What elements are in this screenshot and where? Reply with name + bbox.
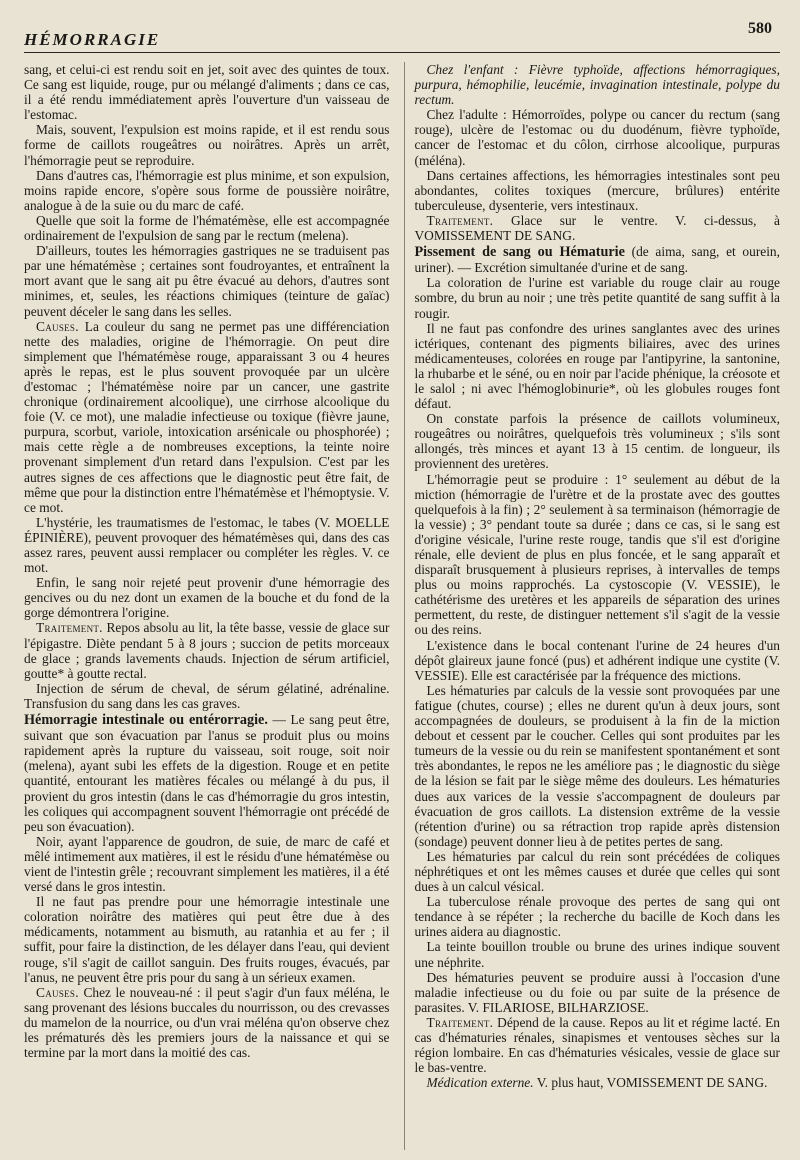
paragraph-text: V. plus haut, VOMISSEMENT DE SANG. [536, 1075, 768, 1091]
page-number: 580 [748, 20, 772, 37]
paragraph [24, 319, 390, 515]
running-title: HÉMORRAGIE [24, 30, 161, 49]
paragraph-text: — Le sang peut être, suivant que son évacuation par l'anus se produit plus ou moins rapidement après la rupture du vaisseau, soit rouge, soit noir (melena), ayant subi les effets de la digestion. Rouge et en petite quantité, entourant les matières fécales ou mélangé à du pus, il provient du gros intestin (dans le cas d'hémorragie du gros intestin, les coliques qui accompagnent souvent l'hémorragie ont précédé de peu son évacuation). [24, 712, 390, 834]
paragraph [415, 213, 781, 243]
paragraph [24, 985, 390, 1060]
paragraph-text: (de aima, sang, et ourein, uriner). — Excrétion simultanée d'urine et de sang. [414, 244, 780, 276]
paragraph [415, 1075, 781, 1090]
paragraph: La coloration de l'urine est variable du rouge clair au rouge sombre, du brun au noir ; une très petite quantité de sang suffit à la rougir. [414, 275, 780, 321]
entry [24, 712, 390, 834]
paragraph: Chez l'enfant : Fièvre typhoïde, affections hémorragiques, purpura, hémophilie, leucémie, invagination intestinale, polype du rectum. [414, 62, 780, 108]
entry-headword: Hémorragie intestinale ou entérorragie. [24, 712, 268, 729]
paragraph-text: La couleur du sang ne permet pas une différenciation nette des maladies, origine de l'hémorragie. On peut dire simplement que l'hématémèse rouge, apparaissant 3 ou 4 heures après le repas, est le plus souvent provoquée par un ulcère d'estomac ; l'hématémèse noire par un cancer, une gastrite chronique (ordinairement alcoolique), une cirrhose alcoolique du foie (V. ce mot), une maladie infectieuse ou toxique (fièvre jaune, purpura, scorbut, variole, intoxication arsénicale ou phosphorée) ; mais cette règle a de nombreuses exceptions, la teinte noire provenant simplement d'un retard dans l'expulsion. C'est par les autres signes de ces affections que le diagnostic peut être fait, de même que pour la distinction entre l'hématémèse et l'hémoptysie. V. ce mot. [24, 318, 390, 515]
right-column [404, 62, 781, 1150]
header-rule [24, 52, 780, 53]
paragraph: Quelle que soit la forme de l'hématémèse, elle est accompagnée ordinairement de l'expulsion de sang par le rectum (melena). [24, 212, 390, 244]
paragraph [24, 620, 390, 680]
section-label: Traitement. [426, 212, 494, 228]
paragraph: Noir, ayant l'apparence de goudron, de suie, de marc de café et mêlé intimement aux matières, il est le résidu d'une hématémèse ou vient de l'intestin grêle ; recouvrant simplement les matières, il a été versé dans le gros intestin. [24, 833, 390, 895]
paragraph: Il ne faut pas prendre pour une hémorragie intestinale une coloration noirâtre des matières qui peut être due à des médicaments, notamment au bismuth, au ratanhia et au fer ; il suffit, pour faire la distinction, de les délayer dans l'eau, qui devient rouge, s'il s'agit de caillot sanguin. Des fruits rouges, évacués, par l'anus, ne peuvent être pris pour du sang à un sérieux examen. [24, 894, 390, 985]
paragraph: Chez l'adulte : Hémorroïdes, polype ou cancer du rectum (sang rouge), ulcère de l'estomac ou du duodénum, fièvre typhoïde, cancer de l'estomac et du côlon, cirrhose alcoolique, purpuras (méléna). [414, 107, 780, 168]
paragraph-text: Repos absolu au lit, la tête basse, vessie de glace sur l'épigastre. Diète pendant 5 à 8 jours ; succion de petits morceaux de glace ; grands lavements chauds. Injection de sérum artificiel, goutte* à goutte rectal. [24, 620, 390, 681]
paragraph [415, 1015, 781, 1075]
paragraph: On constate parfois la présence de caillots volumineux, rougeâtres ou noirâtres, quelquefois très volumineux ; s'ils sont allongés, très minces et ayant 13 à 15 centim. de longueur, ils proviennent des uretères. [414, 411, 780, 472]
paragraph: Les hématuries par calculs de la vessie sont provoquées par une fatigue (chutes, course) ; elles ne durent qu'un à deux jours, sont accompagnées de douleurs, se produisent à la fin de la miction debout et cessent par le coucher. Celles qui sont produites par les tumeurs de la vessie ou du rein se manifestent spontanément et sont très abondantes, le repos ne les améliore pas ; le diagnostic du siège de la lésion se fait par le siège même des douleurs. Les hématuries dues aux varices de la vessie s'accompagnent de douleurs par évacuation de gros caillots. La distension extrême de la vessie (rétention d'urine) ou sa rétraction trop rapide après distension (sondage) peuvent donner lieu à de petites pertes de sang. [414, 682, 780, 849]
paragraph: Les hématuries par calcul du rein sont précédées de coliques néphrétiques et ont les mêmes causes et durée que celles qui sont dues à un calcul vésical. [414, 848, 780, 895]
paragraph: Des hématuries peuvent se produire aussi à l'occasion d'une maladie infectieuse ou du foie ou par suite de la présence de parasites. V. FILARIOSE, BILHARZIOSE. [414, 969, 780, 1015]
section-label: Traitement. [426, 1014, 494, 1030]
entry [415, 244, 781, 275]
paragraph: Dans d'autres cas, l'hémorragie est plus minime, et son expulsion, moins rapide encore, s'opère sous forme de poussière noirâtre, analogue à de la suie ou du marc de café. [24, 167, 390, 213]
paragraph: sang, et celui-ci est rendu soit en jet, soit avec des quintes de toux. Ce sang est liquide, rouge, pur ou mélangé d'aliments ; dans ce cas, il a été rendu immédiatement après l'ouverture d'un vaisseau de l'estomac. [24, 62, 390, 123]
paragraph: D'ailleurs, toutes les hémorragies gastriques ne se traduisent pas par une hématémèse ; certaines sont foudroyantes, et entraînent la mort avant que le sang ait pu être évacué au dehors, d'autres sont minimes, et, seules, les réactions chimiques (teinture de gaïac) peuvent déceler le sang dans les selles. [24, 243, 390, 319]
paragraph: La tuberculose rénale provoque des pertes de sang qui ont tendance à se répéter ; la recherche du bacille de Koch dans les urines aidera au diagnostic. [414, 894, 780, 940]
text-columns [24, 62, 780, 1150]
entry-headword: Pissement de sang ou Hématurie [414, 244, 625, 261]
section-label: Médication externe. [426, 1075, 534, 1091]
paragraph-text: Dépend de la cause. Repos au lit et régime lacté. En cas d'hématuries rénales, sinapismes et ventouses sèches sur la région lombaire. En cas d'hématuries vésicales, vessie de glace sur le bas-ventre. [414, 1014, 780, 1076]
paragraph: La teinte bouillon trouble ou brune des urines indique souvent une néphrite. [414, 939, 780, 970]
section-label: Causes. [36, 318, 79, 334]
left-column [24, 62, 390, 1150]
paragraph: Mais, souvent, l'expulsion est moins rapide, et il est rendu sous forme de caillots rougeâtres ou noirâtres. Après un arrêt, l'hémorragie peut se reproduire. [24, 122, 390, 168]
paragraph-text: Glace sur le ventre. V. ci-dessus, à VOMISSEMENT DE SANG. [414, 212, 780, 244]
paragraph: Injection de sérum de cheval, de sérum gélatiné, adrénaline. Transfusion du sang dans les cas graves. [24, 680, 390, 711]
paragraph: L'existence dans le bocal contenant l'urine de 24 heures d'un dépôt glaireux jaune foncé (pus) et adhérent indique une cystite (V. VESSIE). Elle est caractérisée par la fréquence des mictions. [414, 637, 780, 683]
section-label: Causes. [36, 984, 79, 1000]
section-label: Traitement. [36, 620, 103, 636]
paragraph: L'hémorragie peut se produire : 1° seulement au début de la miction (hémorragie de l'urètre et de la prostate avec des gouttes quelquefois à la fin) ; 2° seulement à sa terminaison (hémorragie de la vessie) ; 3° pendant toute sa durée ; dans ce cas, si le sang est d'origine vésicale, l'urine reste rouge, tandis que s'il est d'origine rénale, elle devient de plus en plus foncée, et le sang apparaît et disparaît brusquement à plusieurs reprises, à intervalles de temps plus ou moins rapprochés. La cystoscopie (V. VESSIE), le cathétérisme des uretères et les appareils de séparation des urines permettent, du reste, de distinguer nettement s'il s'agit de la vessie ou des reins. [414, 471, 780, 638]
paragraph-text: Chez le nouveau-né : il peut s'agir d'un faux méléna, le sang provenant des lésions buccales du nourrisson, ou des crevasses du mamelon de la nourrice, ou d'un vrai méléna qu'on observe chez les prématurés dès les premiers jours de la naissance et qui se termine par la mort dans la moitié des cas. [24, 984, 390, 1061]
paragraph: Dans certaines affections, les hémorragies intestinales sont peu abondantes, colites toxiques (mercure, brûlures) entérite tuberculeuse, dysenterie, vers intestinaux. [414, 167, 780, 213]
paragraph: Il ne faut pas confondre des urines sanglantes avec des urines ictériques, contenant des pigments biliaires, avec des urines médicamenteuses, colorées en rouge par l'antipyrine, la santonine, la rhubarbe et le séné, ou en noir par l'acide phénique, la créosote et le salol ; ni avec l'hémoglobinurie*, où les globules rouges font défaut. [414, 320, 780, 412]
paragraph: L'hystérie, les traumatismes de l'estomac, le tabes (V. MOELLE ÉPINIÈRE), peuvent provoquer des hématémèses qui, dans des cas assez rares, peuvent aussi remplacer ou compléter les règles. V. ce mot. [24, 514, 390, 576]
paragraph: Enfin, le sang noir rejeté peut provenir d'une hémorragie des gencives ou du nez dont un examen de la bouche et du fond de la gorge démontrera l'origine. [24, 575, 390, 621]
